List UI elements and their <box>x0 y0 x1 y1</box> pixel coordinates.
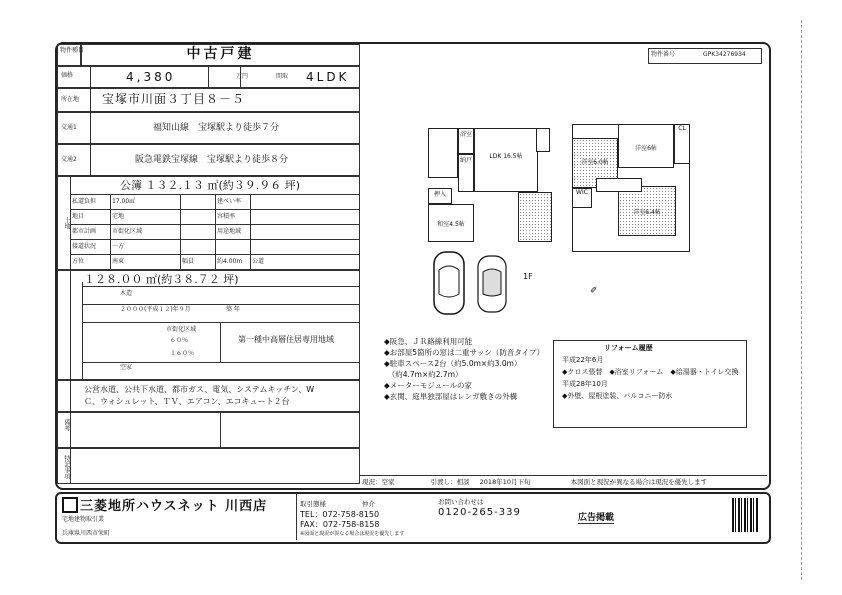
page-title: 中古戸建 <box>186 46 255 62</box>
feature-item: ◆お部屋5箇所の窓は二重サッシ（防音タイプ） <box>384 348 545 357</box>
land-cell: 約4.00m <box>217 258 243 265</box>
land-cell: 公道 <box>252 258 265 265</box>
qr-code-icon[interactable] <box>732 498 758 532</box>
address-value: 宝塚市川面３丁目８－５ <box>102 92 246 106</box>
built-note: 築 年 <box>226 306 240 313</box>
layout-label: 間取 <box>276 73 289 80</box>
scan-mark <box>801 20 803 580</box>
price-label: 価格 <box>61 72 74 79</box>
tel: TEL：072-758-8150 <box>300 510 380 519</box>
land-cell: 用途地域 <box>217 228 242 235</box>
status-updated: 2018年10月下旬 <box>479 478 531 486</box>
coverage-value: ６０％ <box>170 337 189 344</box>
land-cell: 一方 <box>112 243 125 250</box>
feature-item: ◆阪急、ＪＲ路線利用可能 <box>384 337 473 346</box>
ad-badge <box>578 510 614 524</box>
reform-line: ◆外壁、屋根塗装、バルコニー防水 <box>562 392 673 401</box>
price-value: 4,380 <box>126 70 176 84</box>
features-list <box>384 336 544 402</box>
feature-item: ◆駐車スペース2台（約5.0m×約3.0m） <box>384 359 522 368</box>
room-label: 納戸 <box>458 154 474 192</box>
notes-block <box>57 448 360 484</box>
land-cell: 南東 <box>112 258 125 265</box>
transport1-row <box>57 112 360 144</box>
parking-cars <box>432 250 512 320</box>
equipment-line-1: 公営水道、公共下水道、都市ガス、電気、システムキッチン、W <box>84 385 315 394</box>
status-note: 本図面と現況が異なる場合は現況を優先します <box>570 478 708 486</box>
land-cell: 接道状況 <box>72 243 97 250</box>
address-row <box>57 88 360 112</box>
land-cell: 地目 <box>72 213 85 220</box>
structure-value: 木造 <box>120 290 133 297</box>
ref-box <box>648 48 762 64</box>
layout-value: 4LDK <box>306 70 350 84</box>
zoning-value: 市街化区域 <box>166 326 197 333</box>
land-label: 土地 <box>62 217 70 229</box>
room-yoshitsu-b: 洋室6帖 <box>618 124 674 168</box>
ad-badge-text: 広告 <box>578 513 597 523</box>
land-cell: 建ぺい率 <box>217 198 242 205</box>
title-cell <box>81 44 360 66</box>
floor-ratio-value: １６０％ <box>170 350 195 357</box>
equipment-text <box>84 384 314 408</box>
land-area: 公簿 １３２.１３ ㎡(約３９.９６ 坪) <box>120 179 301 192</box>
land-cell: 私道負担 <box>72 198 97 205</box>
land-cell: 容積率 <box>217 213 236 220</box>
free-label: お問い合わせは <box>438 498 484 506</box>
transport2-value: 阪急電鉄宝塚線 宝塚駅より徒歩８分 <box>135 155 289 165</box>
remarks-label: 備考 <box>62 419 70 431</box>
ref-code: GPK34276934 <box>703 51 746 58</box>
contact-label: 取引態様 <box>300 500 326 508</box>
room-cl: CL <box>674 124 690 164</box>
company-sub: 宅地建物取引業 <box>62 516 105 523</box>
reform-line: ◆クロス張替 ◆浴室リフォーム ◆給湯器・トイレ交換 <box>562 368 739 377</box>
built-value: ２０００(平成１２)年９月 <box>120 306 191 313</box>
company-logo-icon <box>62 497 78 513</box>
room-washitsu: 和室4.5帖 <box>428 204 474 242</box>
footer-disclaimer: ※図面と現況が異なる場合は現況を優先します <box>300 531 405 537</box>
land-cell: 市街化区域 <box>112 228 143 235</box>
company-name: 三菱地所ハウスネット 川西店 <box>80 499 268 514</box>
reform-box <box>553 340 747 428</box>
room-label: 浴室 <box>458 128 474 154</box>
free-dial[interactable]: 0120-265-339 <box>438 507 521 518</box>
kind-label-cell <box>57 44 85 66</box>
notes-label: 特記事項 <box>62 455 70 479</box>
reform-line: 平成28年10月 <box>562 380 608 389</box>
floor-plan-2f <box>572 124 690 252</box>
kind-label: 物件種目 <box>60 47 85 54</box>
equipment-block <box>57 380 360 412</box>
building-area: １２８.００ ㎡(約３８.７２ 坪) <box>84 273 239 286</box>
room-yoshitsu-c: 洋室6.4帖 <box>618 186 676 236</box>
land-cell: 17.00㎡ <box>112 198 136 205</box>
feature-item: ◆メーターモジュールの家 <box>384 381 472 390</box>
company-address: 兵庫県川西市栄町 <box>62 530 111 537</box>
ad-badge-text2: 掲載 <box>596 513 615 523</box>
land-block <box>57 176 360 270</box>
room-yoshitsu-a: 洋室6.0帖 <box>572 138 618 188</box>
transport1-value: 福知山線 宝塚駅より徒歩７分 <box>153 123 280 133</box>
feature-item: ◆玄関、庭単独部屋はレンガ敷きの外構 <box>384 392 518 401</box>
compass-icon: ✐ <box>590 286 598 296</box>
contact-value: 仲介 <box>362 500 375 508</box>
zone-use-value: 第一種中高層住居専用地域 <box>238 335 334 344</box>
land-cell: 宅地 <box>112 213 125 220</box>
equipment-line-2: Ｃ、ウォシュレット、ＴＶ、エアコン、エコキュート２台 <box>84 397 290 406</box>
label-1f: 1F <box>523 272 533 281</box>
reform-title: リフォーム履歴 <box>604 344 653 352</box>
room-ldk: LDK 16.5帖 <box>474 128 538 192</box>
ref-label: 物件番号 <box>651 51 676 58</box>
room-wic: WIC <box>572 188 592 208</box>
status-delivery: 引渡し：相談 <box>430 478 470 486</box>
status-current: 現況：空家 <box>362 478 395 486</box>
transport2-label: 交通2 <box>61 156 77 163</box>
address-label: 所在地 <box>61 96 80 103</box>
status-bar <box>362 477 707 486</box>
transport2-row <box>57 144 360 176</box>
land-cell: 幅員 <box>182 258 195 265</box>
room-label: 押入 <box>428 188 452 204</box>
land-cell: 都市計画 <box>72 228 97 235</box>
fax: FAX：072-758-8158 <box>300 520 380 529</box>
feature-item: （約4.7m×約2.7m） <box>384 370 463 379</box>
land-cell: 方位 <box>72 258 85 265</box>
remarks-block <box>57 412 360 448</box>
transport1-label: 交通1 <box>61 124 77 131</box>
reform-line: 平成22年6月 <box>562 356 604 365</box>
current-value: 空家 <box>120 364 133 371</box>
price-unit: 万円 <box>236 73 249 80</box>
